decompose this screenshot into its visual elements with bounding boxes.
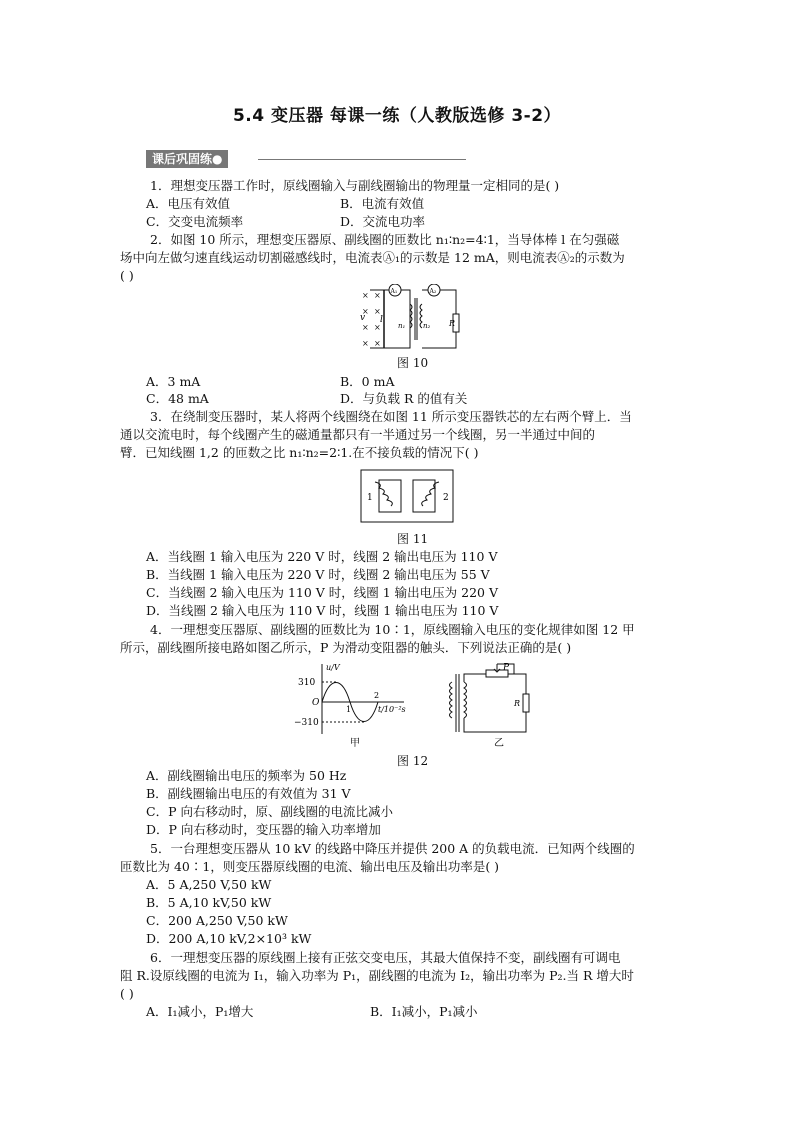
q3-line3: 臂．已知线圈 1,2 的匝数之比 n₁∶n₂=2∶1.在不接负载的情况下( ) xyxy=(120,445,479,460)
q1-option-c: C．交变电流频率 xyxy=(146,214,244,229)
secondary-circuit xyxy=(450,663,530,749)
svg-text:甲: 甲 xyxy=(350,738,360,749)
rod-label: l xyxy=(380,315,383,325)
svg-text:n₂: n₂ xyxy=(423,322,431,330)
figure-12-caption: 图 12 xyxy=(397,754,429,768)
q2-line3: ( ) xyxy=(120,268,134,283)
q4-line1: 4．一理想变压器原、副线圈的匝数比为 10∶1，原线圈输入电压的变化规律如图 12 甲 xyxy=(150,622,635,637)
q5-line2: 匝数比为 40∶1，则变压器原线圈的电流、输出电压及输出功率是( ) xyxy=(120,859,500,874)
figure-11-core xyxy=(355,466,459,526)
q1-option-a: A．电压有效值 xyxy=(146,196,231,211)
q4-option-a: A．副线圈输出电压的频率为 50 Hz xyxy=(146,768,347,783)
core-right-window xyxy=(413,480,435,512)
section-label: 课后巩固练● xyxy=(146,150,228,168)
q6-option-a: A．I₁减小，P₁增大 xyxy=(146,1004,254,1019)
figure-11-caption: 图 11 xyxy=(397,532,429,546)
q5-line1: 5．一台理想变压器从 10 kV 的线路中降压并提供 200 A 的负载电流．已知两个线圈的 xyxy=(150,841,635,856)
svg-text:×: × xyxy=(362,307,369,316)
svg-text:2: 2 xyxy=(374,691,380,700)
core-left-window xyxy=(379,480,401,512)
q3-option-b: B．当线圈 1 输入电压为 220 V 时，线圈 2 输出电压为 55 V xyxy=(146,567,490,582)
q4-line2: 所示，副线圈所接电路如图乙所示，P 为滑动变阻器的触头．下列说法正确的是( ) xyxy=(120,640,572,655)
q3-option-a: A．当线圈 1 输入电压为 220 V 时，线圈 2 输出电压为 110 V xyxy=(146,549,498,564)
q6-line3: ( ) xyxy=(120,986,134,1001)
q1-option-d: D．交流电功率 xyxy=(340,214,426,229)
svg-text:n₁: n₁ xyxy=(398,322,406,330)
svg-text:P: P xyxy=(503,663,510,673)
velocity-label: v xyxy=(360,313,366,323)
svg-text:×: × xyxy=(374,339,381,348)
svg-text:A₁: A₁ xyxy=(390,288,398,295)
q4-option-b: B．副线圈输出电压的有效值为 31 V xyxy=(146,786,351,801)
q2-option-b: B．0 mA xyxy=(340,374,395,389)
q1-option-b: B．电流有效值 xyxy=(340,196,425,211)
q2-option-a: A．3 mA xyxy=(146,374,201,389)
voltage-graph xyxy=(294,663,406,749)
svg-text:1: 1 xyxy=(346,705,352,714)
q2-line2: 场中向左做匀速直线运动切割磁感线时，电流表Ⓐ₁的示数是 12 mA，则电流表Ⓐ₂的示数为 xyxy=(120,250,625,265)
figure-10-caption: 图 10 xyxy=(397,356,429,370)
svg-text:A₂: A₂ xyxy=(429,288,437,295)
svg-text:1: 1 xyxy=(367,493,373,503)
q2-option-c: C．48 mA xyxy=(146,391,209,406)
svg-text:t/10⁻²s: t/10⁻²s xyxy=(378,705,406,714)
q3-option-c: C．当线圈 2 输入电压为 110 V 时，线圈 1 输出电压为 220 V xyxy=(146,585,499,600)
svg-text:2: 2 xyxy=(443,493,449,503)
q5-option-b: B．5 A,10 kV,50 kW xyxy=(146,895,272,910)
svg-text:×: × xyxy=(362,291,369,300)
q6-option-b: B．I₁减小，P₁减小 xyxy=(370,1004,478,1019)
svg-text:×: × xyxy=(374,291,381,300)
primary-coil xyxy=(450,682,453,718)
svg-text:u/V: u/V xyxy=(326,663,340,672)
secondary-coil xyxy=(420,304,422,328)
q5-option-c: C．200 A,250 V,50 kW xyxy=(146,913,288,928)
q2-option-d: D．与负载 R 的值有关 xyxy=(340,391,468,406)
q5-option-a: A．5 A,250 V,50 kW xyxy=(146,877,272,892)
q5-option-d: D．200 A,10 kV,2×10³ kW xyxy=(146,931,312,946)
svg-text:O: O xyxy=(312,698,320,708)
section-header xyxy=(146,150,466,168)
q6-line1: 6．一理想变压器的原线圈上接有正弦交变电压，其最大值保持不变，副线圈有可调电 xyxy=(150,950,621,965)
svg-text:×: × xyxy=(374,323,381,332)
svg-text:R: R xyxy=(449,319,456,328)
figure-12 xyxy=(290,660,540,752)
q3-option-d: D．当线圈 2 输入电压为 110 V 时，线圈 1 输出电压为 110 V xyxy=(146,603,499,618)
secondary-coil xyxy=(464,682,467,718)
svg-text:R: R xyxy=(514,699,521,708)
figure-10-circuit xyxy=(360,284,462,352)
resistor-icon xyxy=(523,694,529,712)
section-rule xyxy=(258,159,466,160)
coil-2 xyxy=(422,482,439,506)
svg-text:×: × xyxy=(362,323,369,332)
q4-option-d: D．P 向右移动时，变压器的输入功率增加 xyxy=(146,822,381,837)
q2-line1: 2．如图 10 所示，理想变压器原、副线圈的匝数比 n₁∶n₂=4∶1，当导体棒 l 在匀强磁 xyxy=(150,232,620,247)
q3-line2: 通以交流电时，每个线圈产生的磁通量都只有一半通过另一个线圈，另一半通过中间的 xyxy=(120,427,596,442)
svg-text:乙: 乙 xyxy=(494,738,504,749)
q4-option-c: C．P 向右移动时，原、副线圈的电流比减小 xyxy=(146,804,393,819)
q3-line1: 3．在绕制变压器时，某人将两个线圈绕在如图 11 所示变压器铁芯的左右两个臂上．当 xyxy=(150,409,632,424)
svg-text:−310: −310 xyxy=(294,718,319,728)
page-title: 5.4 变压器 每课一练（人教版选修 3-2） xyxy=(232,106,562,126)
svg-text:×: × xyxy=(362,339,369,348)
q1-stem: 1．理想变压器工作时，原线圈输入与副线圈输出的物理量一定相同的是( ) xyxy=(150,178,560,193)
svg-text:310: 310 xyxy=(298,678,316,688)
svg-text:×: × xyxy=(374,307,381,316)
q6-line2: 阻 R.设原线圈的电流为 I₁，输入功率为 P₁，副线圈的电流为 I₂，输出功率为 P₂.当 R 增大时 xyxy=(120,968,634,983)
coil-1 xyxy=(375,482,392,506)
